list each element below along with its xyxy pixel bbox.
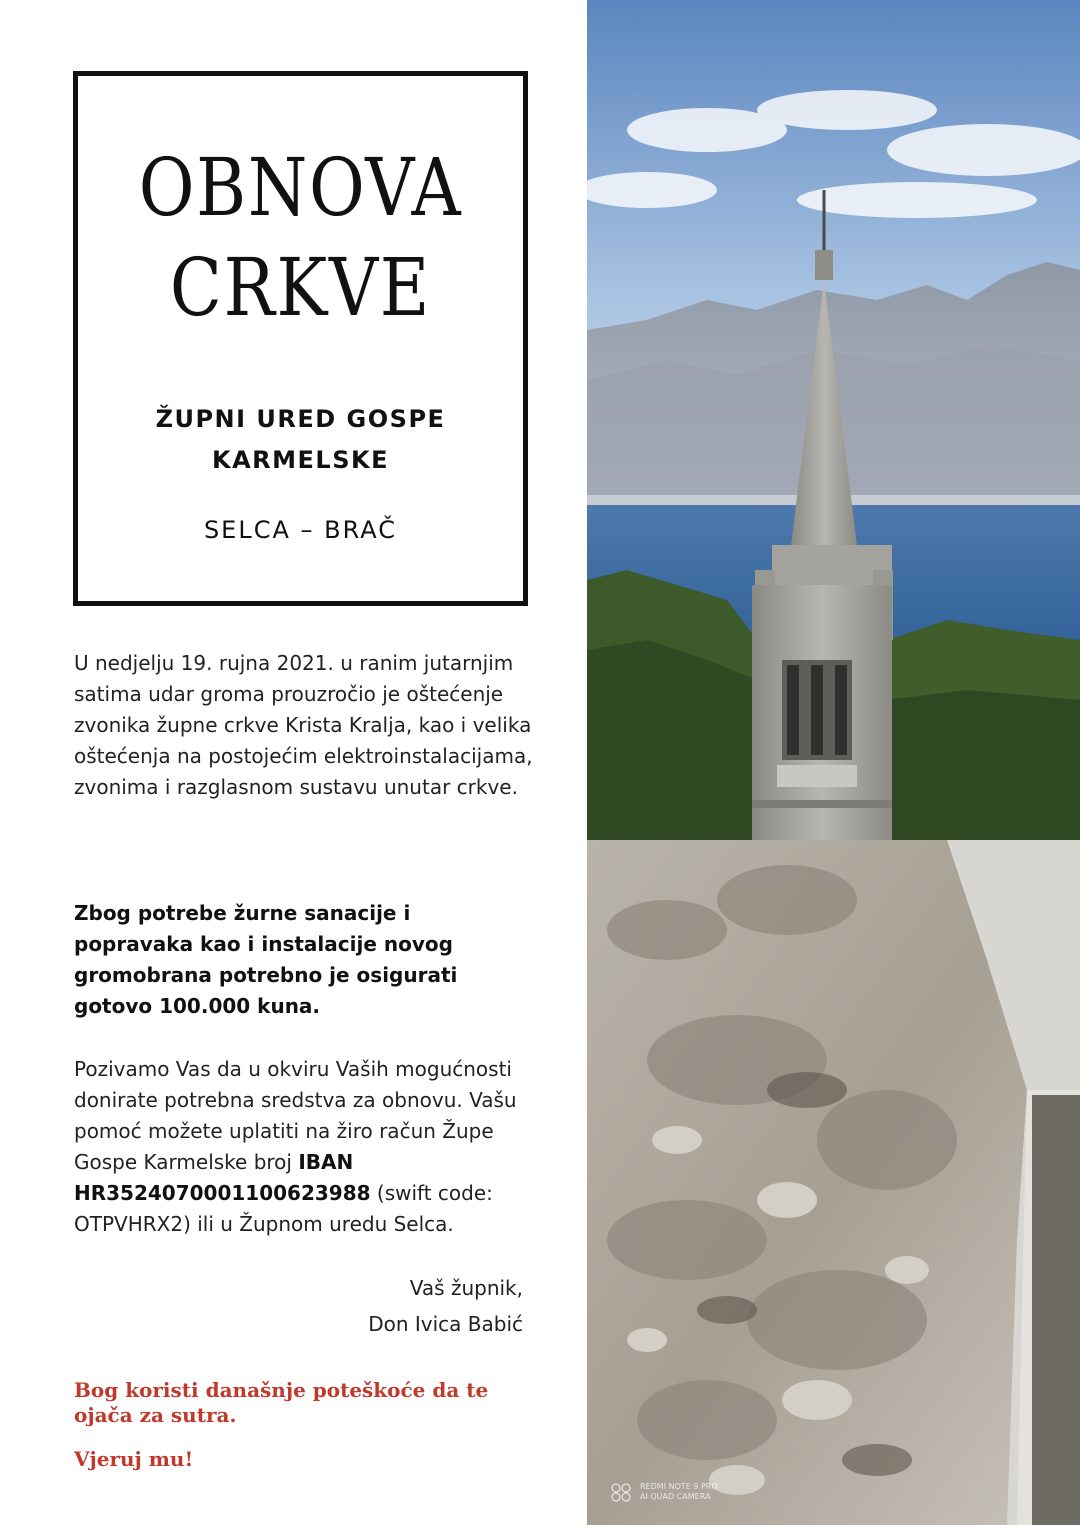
parish-office-name: ŽUPNI URED GOSPE KARMELSKE (155, 405, 446, 474)
signature-line-1: Vaš župnik, (409, 1276, 523, 1300)
paragraph-donation-call (74, 1054, 534, 1240)
donation-text-end: (swift code: OTPVHRX2) ili u Župnom uredu Selca. (74, 1181, 493, 1236)
church-tower-landscape-photo (587, 0, 1080, 840)
place-name: SELCA – BRAČ (203, 516, 398, 544)
title-line-2: CRKVE (169, 241, 432, 334)
paragraph-incident: U nedjelju 19. rujna 2021. u ranim jutarnjim satima udar groma prouzročio je oštećenje zvonika župne crkve Krista Kralja, kao i velika oštećenja na postojećim elektroinstalacijama, zvonima i razglasnom sustavu unutar crkve. (74, 651, 533, 799)
iban-number: IBAN HR3524070001100623988 (74, 1150, 371, 1205)
paragraph-funding-need: Zbog potrebe žurne sanacije i popravaka kao i instalacije novog gromobrana potrebno je osigurati gotovo 100.000 kuna. (74, 901, 458, 1018)
signature (368, 1270, 523, 1342)
damaged-stone-photo (587, 840, 1080, 1525)
watermark-line-2: AI QUAD CAMERA (640, 1492, 711, 1501)
quote-closing: Vjeruj mu! (74, 1447, 194, 1471)
quote-text: Bog koristi današnje poteškoće da te ojača za sutra. (74, 1378, 489, 1427)
watermark-line-1: REDMI NOTE 9 PRO (640, 1482, 718, 1491)
camera-watermark (610, 1478, 760, 1508)
camera-lens-icon (610, 1482, 632, 1505)
title-frame (73, 71, 528, 606)
title-line-1: OBNOVA (138, 141, 463, 234)
signature-name: Don Ivica Babić (368, 1312, 523, 1336)
donation-text-start: Pozivamo Vas da u okviru Vaših mogućnosti donirate potrebna sredstva za obnovu. Vašu pomoć možete uplatiti na žiro račun Župe Gospe Karmelske broj (74, 1057, 517, 1174)
